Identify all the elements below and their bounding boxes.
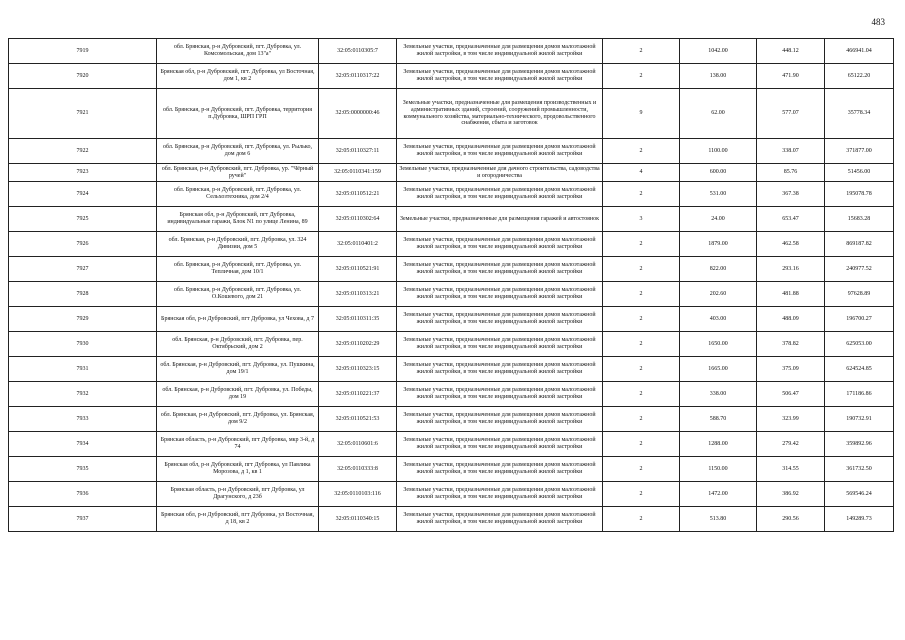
land-use-purpose-cell: Земельные участки, предназначенные для размещения домов малоэтажной жилой застройки, в том числе индивидуальной жилой застройки bbox=[397, 457, 603, 482]
cadastral-value-cell: 190732.91 bbox=[825, 407, 894, 432]
area-cell: 1042.00 bbox=[680, 39, 757, 64]
table-row bbox=[9, 407, 894, 432]
use-group-cell: 3 bbox=[603, 207, 680, 232]
specific-value-cell: 448.12 bbox=[757, 39, 825, 64]
address-cell: обл. Брянская, р-н Дубровский, пгт. Дубровка, ул. Тепличная, дом 10/1 bbox=[157, 257, 319, 282]
row-number: 7933 bbox=[9, 407, 157, 432]
area-cell: 338.00 bbox=[680, 382, 757, 407]
cadastral-number-cell: 32:05:0110313:21 bbox=[319, 282, 397, 307]
specific-value-cell: 471.90 bbox=[757, 64, 825, 89]
row-number: 7922 bbox=[9, 139, 157, 164]
use-group-cell: 2 bbox=[603, 382, 680, 407]
specific-value-cell: 653.47 bbox=[757, 207, 825, 232]
row-number: 7929 bbox=[9, 307, 157, 332]
land-use-purpose-cell: Земельные участки, предназначенные для размещения домов малоэтажной жилой застройки, в том числе индивидуальной жилой застройки bbox=[397, 382, 603, 407]
row-number: 7935 bbox=[9, 457, 157, 482]
cadastral-number-cell: 32:05:0110202:29 bbox=[319, 332, 397, 357]
cadastral-number-cell: 32:05:0110221:37 bbox=[319, 382, 397, 407]
address-cell: обл. Брянская, р-н Дубровский, пгт. Дубровка, ул. Пушкина, дом 19/1 bbox=[157, 357, 319, 382]
address-cell: Брянская обл, р-н Дубровский, пгт Дубровка, ул Восточная, д 18, кв 2 bbox=[157, 507, 319, 532]
land-use-purpose-cell: Земельные участки, предназначенные для размещения домов малоэтажной жилой застройки, в том числе индивидуальной жилой застройки bbox=[397, 139, 603, 164]
table-row bbox=[9, 357, 894, 382]
row-number: 7934 bbox=[9, 432, 157, 457]
address-cell: обл. Брянская, р-н Дубровский, пгт. Дубровка, ул. Брянская, дом 9/2 bbox=[157, 407, 319, 432]
row-number: 7930 bbox=[9, 332, 157, 357]
table-row bbox=[9, 89, 894, 139]
specific-value-cell: 488.09 bbox=[757, 307, 825, 332]
cadastral-value-cell: 625053.00 bbox=[825, 332, 894, 357]
address-cell: Брянская обл, р-н Дубровский, пгт Дубровка, ул Павлика Морозова, д 1, кв 1 bbox=[157, 457, 319, 482]
table-row bbox=[9, 232, 894, 257]
address-cell: Брянская область, р-н Дубровский, пгт Дубровка, мкр 3-й, д 74 bbox=[157, 432, 319, 457]
row-number: 7921 bbox=[9, 89, 157, 139]
area-cell: 403.00 bbox=[680, 307, 757, 332]
cadastral-value-cell: 35778.34 bbox=[825, 89, 894, 139]
area-cell: 1100.00 bbox=[680, 139, 757, 164]
address-cell: Брянская область, р-н Дубровский, пгт Дубровка, ул Драгунского, д 23б bbox=[157, 482, 319, 507]
cadastral-number-cell: 32:05:0110317:22 bbox=[319, 64, 397, 89]
specific-value-cell: 85.76 bbox=[757, 164, 825, 182]
row-number: 7937 bbox=[9, 507, 157, 532]
specific-value-cell: 314.55 bbox=[757, 457, 825, 482]
land-use-purpose-cell: Земельные участки, предназначенные для размещения домов малоэтажной жилой застройки, в том числе индивидуальной жилой застройки bbox=[397, 432, 603, 457]
use-group-cell: 9 bbox=[603, 89, 680, 139]
land-use-purpose-cell: Земельные участки, предназначенные для размещения домов малоэтажной жилой застройки, в том числе индивидуальной жилой застройки bbox=[397, 482, 603, 507]
use-group-cell: 2 bbox=[603, 282, 680, 307]
use-group-cell: 2 bbox=[603, 432, 680, 457]
cadastral-value-cell: 869187.82 bbox=[825, 232, 894, 257]
table-row bbox=[9, 139, 894, 164]
area-cell: 588.70 bbox=[680, 407, 757, 432]
table-row bbox=[9, 207, 894, 232]
cadastral-value-cell: 65122.20 bbox=[825, 64, 894, 89]
table-row bbox=[9, 282, 894, 307]
specific-value-cell: 375.09 bbox=[757, 357, 825, 382]
use-group-cell: 2 bbox=[603, 39, 680, 64]
area-cell: 138.00 bbox=[680, 64, 757, 89]
use-group-cell: 2 bbox=[603, 407, 680, 432]
use-group-cell: 2 bbox=[603, 307, 680, 332]
area-cell: 24.00 bbox=[680, 207, 757, 232]
row-number: 7924 bbox=[9, 182, 157, 207]
land-use-purpose-cell: Земельные участки, предназначенные для размещения производственных и административных зданий, строений, сооружений промышленности, коммунального хозяйства, материально-технического, продовольственного снабжения, сбыта и заготовок bbox=[397, 89, 603, 139]
table-row bbox=[9, 432, 894, 457]
table-row bbox=[9, 257, 894, 282]
land-use-purpose-cell: Земельные участки, предназначенные для размещения домов малоэтажной жилой застройки, в том числе индивидуальной жилой застройки bbox=[397, 257, 603, 282]
area-cell: 600.00 bbox=[680, 164, 757, 182]
specific-value-cell: 481.88 bbox=[757, 282, 825, 307]
address-cell: Брянская обл, р-н Дубровский, пгт. Дубровка, ул Восточная, дом 1, кв 2 bbox=[157, 64, 319, 89]
row-number: 7936 bbox=[9, 482, 157, 507]
table-body bbox=[9, 39, 894, 532]
row-number: 7931 bbox=[9, 357, 157, 382]
specific-value-cell: 367.38 bbox=[757, 182, 825, 207]
address-cell: обл. Брянская, р-н Дубровский, пгт. Дубровка, ул. Сельхозтехника, дом 2/4 bbox=[157, 182, 319, 207]
table-row bbox=[9, 507, 894, 532]
cadastral-value-cell: 196700.27 bbox=[825, 307, 894, 332]
cadastral-number-cell: 32:05:0110311:35 bbox=[319, 307, 397, 332]
cadastral-number-cell: 32:05:0110302:64 bbox=[319, 207, 397, 232]
cadastral-number-cell: 32:05:0110305:7 bbox=[319, 39, 397, 64]
row-number: 7928 bbox=[9, 282, 157, 307]
cadastral-value-cell: 149289.73 bbox=[825, 507, 894, 532]
specific-value-cell: 386.92 bbox=[757, 482, 825, 507]
land-use-purpose-cell: Земельные участки, предназначенные для размещения домов малоэтажной жилой застройки, в том числе индивидуальной жилой застройки bbox=[397, 507, 603, 532]
cadastral-value-cell: 359892.96 bbox=[825, 432, 894, 457]
address-cell: обл. Брянская, р-н Дубровский, пгт. Дубровка, ул. 324 Дивизии, дом 5 bbox=[157, 232, 319, 257]
row-number: 7932 bbox=[9, 382, 157, 407]
land-use-purpose-cell: Земельные участки, предназначенные для дачного строительства, садоводства и огородничества bbox=[397, 164, 603, 182]
use-group-cell: 2 bbox=[603, 232, 680, 257]
land-use-purpose-cell: Земельные участки, предназначенные для размещения домов малоэтажной жилой застройки, в том числе индивидуальной жилой застройки bbox=[397, 282, 603, 307]
land-use-purpose-cell: Земельные участки, предназначенные для размещения домов малоэтажной жилой застройки, в том числе индивидуальной жилой застройки bbox=[397, 182, 603, 207]
address-cell: обл. Брянская, р-н Дубровский, пгт. Дубровка, территория п.Дубровка, ШРП ГРП bbox=[157, 89, 319, 139]
cadastral-value-cell: 171186.86 bbox=[825, 382, 894, 407]
specific-value-cell: 378.82 bbox=[757, 332, 825, 357]
area-cell: 202.60 bbox=[680, 282, 757, 307]
address-cell: обл. Брянская, р-н Дубровский, пгт. Дубровка, ул. Рылько, дом дом 6 bbox=[157, 139, 319, 164]
cadastral-number-cell: 32:05:0110327:11 bbox=[319, 139, 397, 164]
use-group-cell: 2 bbox=[603, 507, 680, 532]
cadastral-value-cell: 569546.24 bbox=[825, 482, 894, 507]
table-row bbox=[9, 64, 894, 89]
area-cell: 822.00 bbox=[680, 257, 757, 282]
area-cell: 1150.00 bbox=[680, 457, 757, 482]
use-group-cell: 2 bbox=[603, 332, 680, 357]
cadastral-number-cell: 32:05:0000000:46 bbox=[319, 89, 397, 139]
address-cell: Брянская обл, р-н Дубровский, пгт Дубровка, индивидуальные гаражи, Блок N1 по улице Ленина, 89 bbox=[157, 207, 319, 232]
cadastral-value-cell: 97628.89 bbox=[825, 282, 894, 307]
table-row bbox=[9, 457, 894, 482]
address-cell: обл. Брянская, р-н Дубровский, пгт. Дубровка, ул. О.Кошевого, дом 21 bbox=[157, 282, 319, 307]
use-group-cell: 2 bbox=[603, 182, 680, 207]
address-cell: Брянская обл, р-н Дубровский, пгт Дубровка, ул Чехова, д 7 bbox=[157, 307, 319, 332]
cadastral-value-cell: 466941.04 bbox=[825, 39, 894, 64]
use-group-cell: 2 bbox=[603, 357, 680, 382]
specific-value-cell: 293.16 bbox=[757, 257, 825, 282]
area-cell: 1472.00 bbox=[680, 482, 757, 507]
table-row bbox=[9, 182, 894, 207]
row-number: 7920 bbox=[9, 64, 157, 89]
land-use-purpose-cell: Земельные участки, предназначенные для размещения домов малоэтажной жилой застройки, в том числе индивидуальной жилой застройки bbox=[397, 407, 603, 432]
land-use-purpose-cell: Земельные участки, предназначенные для размещения гаражей и автостоянок bbox=[397, 207, 603, 232]
table-row bbox=[9, 482, 894, 507]
land-use-purpose-cell: Земельные участки, предназначенные для размещения домов малоэтажной жилой застройки, в том числе индивидуальной жилой застройки bbox=[397, 307, 603, 332]
cadastral-value-cell: 240977.52 bbox=[825, 257, 894, 282]
land-use-purpose-cell: Земельные участки, предназначенные для размещения домов малоэтажной жилой застройки, в том числе индивидуальной жилой застройки bbox=[397, 232, 603, 257]
row-number: 7919 bbox=[9, 39, 157, 64]
row-number: 7925 bbox=[9, 207, 157, 232]
specific-value-cell: 577.07 bbox=[757, 89, 825, 139]
land-use-purpose-cell: Земельные участки, предназначенные для размещения домов малоэтажной жилой застройки, в том числе индивидуальной жилой застройки bbox=[397, 332, 603, 357]
cadastral-value-cell: 51456.00 bbox=[825, 164, 894, 182]
address-cell: обл. Брянская, р-н Дубровский, пгт. Дубровка, ур. "Чёрный ручей" bbox=[157, 164, 319, 182]
table-row bbox=[9, 332, 894, 357]
use-group-cell: 2 bbox=[603, 139, 680, 164]
row-number: 7926 bbox=[9, 232, 157, 257]
cadastral-number-cell: 32:05:0110323:15 bbox=[319, 357, 397, 382]
row-number: 7923 bbox=[9, 164, 157, 182]
table-row bbox=[9, 39, 894, 64]
land-use-purpose-cell: Земельные участки, предназначенные для размещения домов малоэтажной жилой застройки, в том числе индивидуальной жилой застройки bbox=[397, 357, 603, 382]
row-number: 7927 bbox=[9, 257, 157, 282]
page-number: 483 bbox=[871, 17, 885, 27]
area-cell: 513.80 bbox=[680, 507, 757, 532]
use-group-cell: 2 bbox=[603, 64, 680, 89]
cadastral-number-cell: 32:05:0110340:15 bbox=[319, 507, 397, 532]
area-cell: 1879.00 bbox=[680, 232, 757, 257]
address-cell: обл. Брянская, р-н Дубровский, пгт. Дубровка, ул. Победы, дом 19 bbox=[157, 382, 319, 407]
use-group-cell: 2 bbox=[603, 482, 680, 507]
table-row bbox=[9, 382, 894, 407]
cadastral-number-cell: 32:05:0110401:2 bbox=[319, 232, 397, 257]
land-use-purpose-cell: Земельные участки, предназначенные для размещения домов малоэтажной жилой застройки, в том числе индивидуальной жилой застройки bbox=[397, 39, 603, 64]
cadastral-number-cell: 32:05:0110521:53 bbox=[319, 407, 397, 432]
use-group-cell: 2 bbox=[603, 457, 680, 482]
specific-value-cell: 290.56 bbox=[757, 507, 825, 532]
area-cell: 1650.00 bbox=[680, 332, 757, 357]
land-registry-table bbox=[8, 38, 894, 532]
table-row bbox=[9, 164, 894, 182]
use-group-cell: 2 bbox=[603, 257, 680, 282]
address-cell: обл. Брянская, р-н Дубровский, пгт. Дубровка, пер. Октябрьский, дом 2 bbox=[157, 332, 319, 357]
specific-value-cell: 462.58 bbox=[757, 232, 825, 257]
cadastral-value-cell: 371877.00 bbox=[825, 139, 894, 164]
cadastral-number-cell: 32:05:0110103:116 bbox=[319, 482, 397, 507]
cadastral-value-cell: 624524.85 bbox=[825, 357, 894, 382]
cadastral-value-cell: 361732.50 bbox=[825, 457, 894, 482]
cadastral-number-cell: 32:05:0110601:6 bbox=[319, 432, 397, 457]
use-group-cell: 4 bbox=[603, 164, 680, 182]
land-use-purpose-cell: Земельные участки, предназначенные для размещения домов малоэтажной жилой застройки, в том числе индивидуальной жилой застройки bbox=[397, 64, 603, 89]
area-cell: 62.00 bbox=[680, 89, 757, 139]
cadastral-value-cell: 195078.78 bbox=[825, 182, 894, 207]
specific-value-cell: 338.07 bbox=[757, 139, 825, 164]
specific-value-cell: 279.42 bbox=[757, 432, 825, 457]
cadastral-number-cell: 32:05:0110333:8 bbox=[319, 457, 397, 482]
address-cell: обл. Брянская, р-н Дубровский, пгт. Дубровка, ул. Комсомольская, дом 13"а" bbox=[157, 39, 319, 64]
specific-value-cell: 323.99 bbox=[757, 407, 825, 432]
area-cell: 1288.00 bbox=[680, 432, 757, 457]
cadastral-number-cell: 32:05:0110521:91 bbox=[319, 257, 397, 282]
cadastral-number-cell: 32:05:0110341:159 bbox=[319, 164, 397, 182]
cadastral-number-cell: 32:05:0110512:21 bbox=[319, 182, 397, 207]
area-cell: 531.00 bbox=[680, 182, 757, 207]
cadastral-value-cell: 15683.28 bbox=[825, 207, 894, 232]
table-row bbox=[9, 307, 894, 332]
area-cell: 1665.00 bbox=[680, 357, 757, 382]
specific-value-cell: 506.47 bbox=[757, 382, 825, 407]
